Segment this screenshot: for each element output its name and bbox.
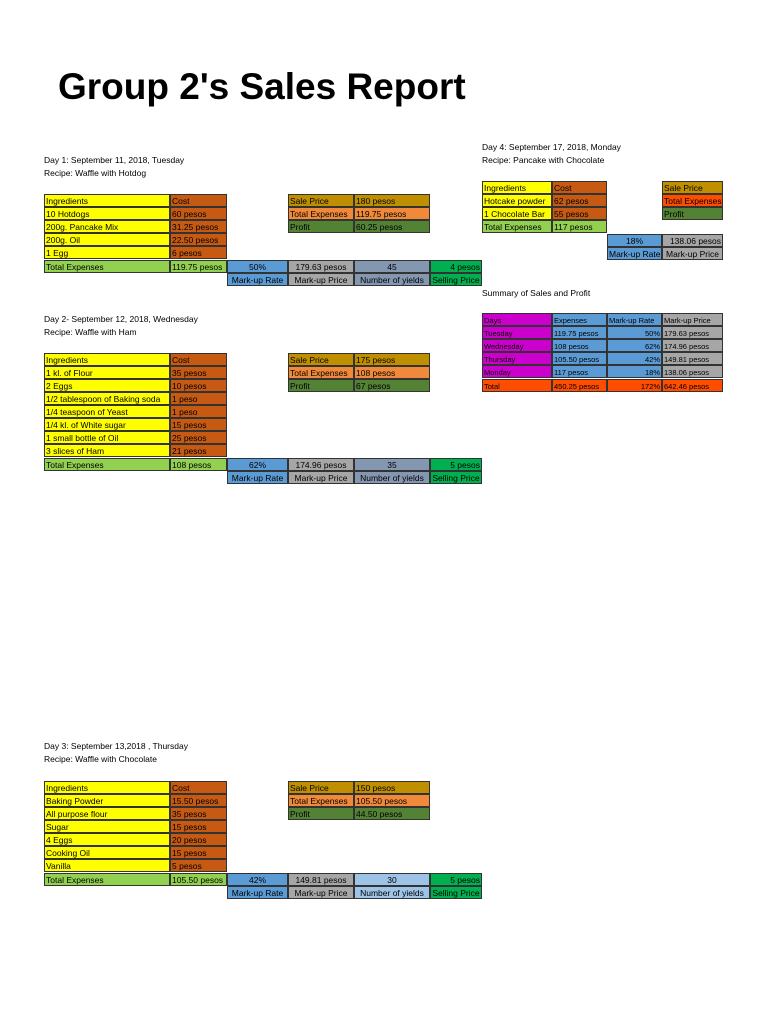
day3-item-cost: 15 pesos: [170, 820, 227, 833]
day2-item-name: 1 kl. of Flour: [44, 366, 170, 379]
day3-item-cost: 15.50 pesos: [170, 794, 227, 807]
day3-item-name: 4 Eggs: [44, 833, 170, 846]
day2-total-expenses-label: Total Expenses: [288, 366, 354, 379]
day1-total-label: Total Expenses: [44, 260, 170, 273]
day2-item-name: 1/2 tablespoon of Baking soda: [44, 392, 170, 405]
summary-row-expenses: 119.75 pesos: [552, 326, 607, 339]
day2-sale-price-label: Sale Price: [288, 353, 354, 366]
day2-profit-label: Profit: [288, 379, 354, 392]
day2-item-cost: 21 pesos: [170, 444, 227, 457]
day1-markup-rate: 50%: [227, 260, 288, 273]
summary-header-price: Mark-up Price: [662, 313, 723, 326]
day3-item-cost: 20 pesos: [170, 833, 227, 846]
day3-sale-price-value: 150 pesos: [354, 781, 430, 794]
day2-yields-label: Number of yields: [354, 471, 430, 484]
summary-row-price: 179.63 pesos: [662, 326, 723, 339]
day4-item-name: 1 Chocolate Bar: [482, 207, 552, 220]
summary-row-day: Monday: [482, 365, 552, 378]
summary-heading: Summary of Sales and Profit: [482, 288, 591, 298]
day2-cost-header: Cost: [170, 353, 227, 366]
day4-total-label: Total Expenses: [482, 220, 552, 233]
day2-item-cost: 15 pesos: [170, 418, 227, 431]
day3-markup-rate: 42%: [227, 873, 288, 886]
day2-total-value: 108 pesos: [170, 458, 227, 471]
summary-row-expenses: 117 pesos: [552, 365, 607, 378]
day4-item-name: Hotcake powder: [482, 194, 552, 207]
summary-row-expenses: 108 pesos: [552, 339, 607, 352]
day1-profit-label: Profit: [288, 220, 354, 233]
day3-total-label: Total Expenses: [44, 873, 170, 886]
day1-cost-header: Cost: [170, 194, 227, 207]
day2-sale-price-value: 175 pesos: [354, 353, 430, 366]
day4-markup-rate-label: Mark-up Rate: [609, 249, 661, 259]
day3-markup-price-label: Mark-up Price: [288, 886, 354, 899]
day2-selling-price-label: Selling Price: [430, 471, 482, 484]
day4-cost-header: Cost: [552, 181, 607, 194]
day2-item-cost: 35 pesos: [170, 366, 227, 379]
day3-profit-label: Profit: [288, 807, 354, 820]
day2-item-cost: 10 pesos: [170, 379, 227, 392]
day3-item-name: All purpose flour: [44, 807, 170, 820]
day1-sale-price-label: Sale Price: [288, 194, 354, 207]
day2-item-name: 1 small bottle of Oil: [44, 431, 170, 444]
day1-profit-value: 60.25 pesos: [354, 220, 430, 233]
day1-heading: Day 1: September 11, 2018, Tuesday: [44, 155, 185, 165]
day1-recipe: Recipe: Waffle with Hotdog: [44, 168, 147, 178]
day1-markup-price-label: Mark-up Price: [288, 273, 354, 286]
summary-row-price: 174.96 pesos: [662, 339, 723, 352]
day2-total-expenses-value: 108 pesos: [354, 366, 430, 379]
day2-selling-price: 5 pesos: [430, 458, 482, 471]
day1-yields: 45: [354, 260, 430, 273]
day2-markup-rate: 62%: [227, 458, 288, 471]
day4-sale-price-label: Sale Price: [662, 181, 723, 194]
summary-row-price: 149.81 pesos: [662, 352, 723, 365]
summary-total-price: 642.46 pesos: [662, 379, 723, 392]
summary-row-day: Wednesday: [482, 339, 552, 352]
day4-heading: Day 4: September 17, 2018, Monday: [482, 142, 621, 152]
day1-item-name: 200g. Oil: [44, 233, 170, 246]
summary-row-expenses: 105.50 pesos: [552, 352, 607, 365]
day3-item-cost: 15 pesos: [170, 846, 227, 859]
day3-ingredients-header: Ingredients: [44, 781, 170, 794]
day2-recipe: Recipe: Waffle with Ham: [44, 327, 137, 337]
day1-total-value: 119.75 pesos: [170, 260, 227, 273]
day3-markup-rate-label: Mark-up Rate: [227, 886, 288, 899]
summary-row-rate: 18%: [607, 365, 662, 378]
summary-total-label: Total: [482, 379, 552, 392]
summary-row-rate: 62%: [607, 339, 662, 352]
day3-total-expenses-value: 105.50 pesos: [354, 794, 430, 807]
day3-item-name: Cooking Oil: [44, 846, 170, 859]
summary-row-price: 138.06 pesos: [662, 365, 723, 378]
day2-ingredients-header: Ingredients: [44, 353, 170, 366]
summary-header-rate: Mark-up Rate: [607, 313, 662, 326]
day3-total-expenses-label: Total Expenses: [288, 794, 354, 807]
day1-selling-price-label: Selling Price: [430, 273, 482, 286]
day4-markup-rate: 18%: [607, 234, 662, 247]
day2-markup-price: 174.96 pesos: [288, 458, 354, 471]
day1-selling-price: 4 pesos: [430, 260, 482, 273]
day1-total-expenses-label: Total Expenses: [288, 207, 354, 220]
summary-total-rate: 172%: [607, 379, 662, 392]
day3-heading: Day 3: September 13,2018 , Thursday: [44, 741, 188, 751]
day2-profit-value: 67 pesos: [354, 379, 430, 392]
day2-total-label: Total Expenses: [44, 458, 170, 471]
day3-selling-price: 5 pesos: [430, 873, 482, 886]
day3-yields: 30: [354, 873, 430, 886]
day4-total-value: 117 pesos: [552, 220, 607, 233]
day1-item-cost: 6 pesos: [170, 246, 227, 259]
day1-item-cost: 31.25 pesos: [170, 220, 227, 233]
day2-item-name: 3 slices of Ham: [44, 444, 170, 457]
summary-header-days: Days: [482, 313, 552, 326]
day1-item-name: 200g. Pancake Mix: [44, 220, 170, 233]
day2-item-name: 2 Eggs: [44, 379, 170, 392]
day4-recipe: Recipe: Pancake with Chocolate: [482, 155, 605, 165]
day1-yields-label: Number of yields: [354, 273, 430, 286]
day1-item-cost: 22.50 pesos: [170, 233, 227, 246]
page-title: Group 2's Sales Report: [58, 66, 466, 107]
day2-markup-rate-label: Mark-up Rate: [227, 471, 288, 484]
summary-row-day: Tuesday: [482, 326, 552, 339]
summary-row-day: Thursday: [482, 352, 552, 365]
day2-heading: Day 2- September 12, 2018, Wednesday: [44, 314, 198, 324]
day3-profit-value: 44.50 pesos: [354, 807, 430, 820]
day3-item-name: Baking Powder: [44, 794, 170, 807]
day4-item-cost: 62 pesos: [552, 194, 607, 207]
day2-item-name: 1/4 kl. of White sugar: [44, 418, 170, 431]
day4-markup-price-label: Mark-up Price: [662, 247, 723, 260]
day2-item-name: 1/4 teaspoon of Yeast: [44, 405, 170, 418]
day3-item-cost: 5 pesos: [170, 859, 227, 872]
day1-ingredients-header: Ingredients: [44, 194, 170, 207]
day2-item-cost: 25 pesos: [170, 431, 227, 444]
day4-markup-price: 138.06 pesos: [662, 234, 723, 247]
day4-total-expenses-label: Total Expenses: [664, 196, 722, 206]
day1-sale-price-value: 180 pesos: [354, 194, 430, 207]
summary-header-expenses: Expenses: [552, 313, 607, 326]
day2-markup-price-label: Mark-up Price: [288, 471, 354, 484]
day2-yields: 35: [354, 458, 430, 471]
day3-sale-price-label: Sale Price: [288, 781, 354, 794]
day3-item-name: Sugar: [44, 820, 170, 833]
day1-total-expenses-value: 119.75 pesos: [354, 207, 430, 220]
day1-item-name: 1 Egg: [44, 246, 170, 259]
day3-total-value: 105.50 pesos: [170, 873, 227, 886]
day4-item-cost: 55 pesos: [552, 207, 607, 220]
day1-item-cost: 60 pesos: [170, 207, 227, 220]
day1-markup-rate-label: Mark-up Rate: [227, 273, 288, 286]
day4-profit-label: Profit: [662, 207, 723, 220]
day3-selling-price-label: Selling Price: [430, 886, 482, 899]
summary-total-expenses: 450.25 pesos: [552, 379, 607, 392]
day3-item-name: Vanilla: [44, 859, 170, 872]
summary-row-rate: 50%: [607, 326, 662, 339]
day3-cost-header: Cost: [170, 781, 227, 794]
summary-row-rate: 42%: [607, 352, 662, 365]
day4-ingredients-header: Ingredients: [482, 181, 552, 194]
day1-item-name: 10 Hotdogs: [44, 207, 170, 220]
day2-item-cost: 1 peso: [170, 405, 227, 418]
day2-item-cost: 1 peso: [170, 392, 227, 405]
day3-item-cost: 35 pesos: [170, 807, 227, 820]
day1-markup-price: 179.63 pesos: [288, 260, 354, 273]
day3-recipe: Recipe: Waffle with Chocolate: [44, 754, 157, 764]
day3-yields-label: Number of yields: [354, 886, 430, 899]
day3-markup-price: 149.81 pesos: [288, 873, 354, 886]
